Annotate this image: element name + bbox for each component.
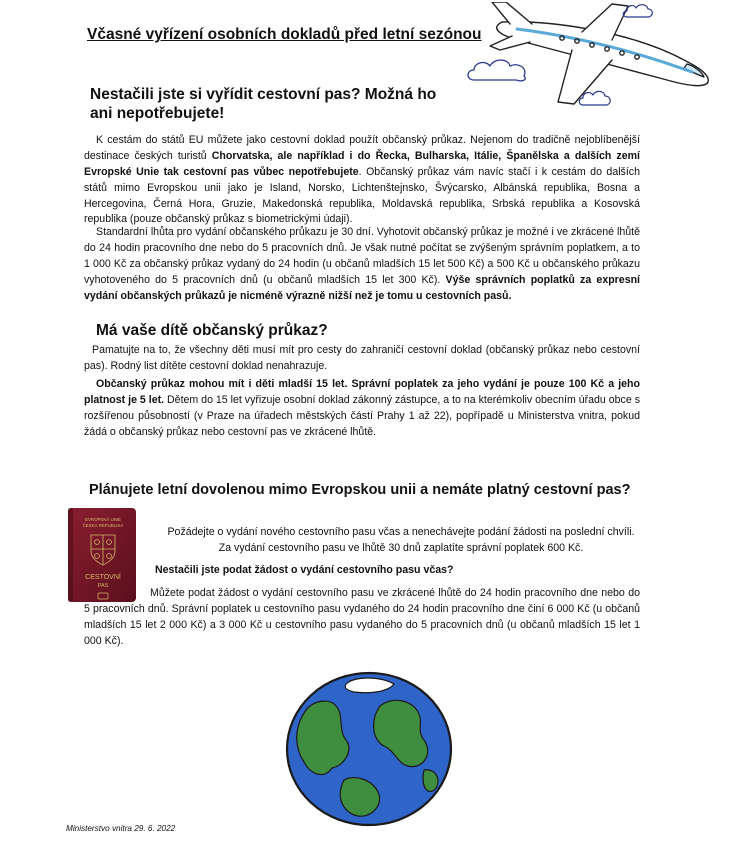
text-run: Pamatujte na to, že všechny děti musí mít pro cesty do zahraničí cestovní doklad (občanský průkaz nebo cestovní pas). Rodný list dítěte cestovní doklad nenahrazuje.: [84, 344, 640, 372]
text-run: K cestám do států EU můžete jako cestovní doklad použít občanský průkaz. Nejenom do tradičně nejoblíbenější destinace českých turistů: [84, 134, 640, 162]
text-run-bold: Občanský průkaz mohou mít i děti mladší 15 let. Správní poplatek za jeho vydání je pouze 100 Kč a jeho platnost je 5 let.: [84, 378, 640, 406]
passport-line2: ČESKÁ REPUBLIKA: [82, 523, 124, 528]
text-run: Dětem do 15 let vyřizuje osobní doklad zákonný zástupce, a to na kterémkoliv obecním úřadu obce s rozšířenou působností (v Praze na úřadech městských částí Prahy 1 až 22), popřípadě u Ministerstva vnitra, pokud žádá o občanský průkaz nebo cestovní pas ve zkrácené lhůtě.: [84, 393, 640, 438]
page-title: Včasné vyřízení osobních dokladů před letní sezónou: [87, 26, 482, 43]
paragraph-passport-apply: Požádejte o vydání nového cestovního pasu včas a nenechávejte podání žádosti na poslední chvíli. Za vydání cestovního pasu ve lhůtě 30 dnů zaplatíte správní poplatek 600 Kč.: [167, 526, 635, 554]
paragraph-child-documents: [84, 343, 640, 375]
paragraph-id-fees: [84, 225, 640, 304]
passport-line1: EVROPSKÁ UNIE: [85, 517, 121, 522]
text-run-bold: Chorvatska, ale například i do Řecka, Bulharska, Itálie, Španělska a dalších zemí Evropské Unie tak cestovní pas vůbec nepotřebujete: [84, 149, 640, 178]
section-heading-child-id: Má vaše dítě občanský průkaz?: [96, 322, 328, 339]
passport-word2: PAS: [97, 583, 109, 589]
cloud-icon: [622, 2, 654, 20]
text-run-bold: Výše správních poplatků za expresní vydání občanských průkazů je nicméně výrazně nižší než je tomu u cestovních pasů.: [84, 273, 640, 302]
globe-illustration: [284, 670, 454, 828]
paragraph-eu-travel: [84, 133, 640, 228]
subheading-late-application: Nestačili jste podat žádost o vydání cestovního pasu včas?: [155, 564, 454, 576]
section-heading-non-eu: Plánujete letní dovolenou mimo Evropskou unii a nemáte platný cestovní pas?: [89, 482, 631, 498]
footer-credit: Ministerstvo vnitra 29. 6. 2022: [66, 824, 176, 833]
cloud-icon: [578, 88, 612, 108]
cloud-icon: [466, 56, 530, 84]
paragraph-child-id-fees: [84, 377, 640, 441]
text-run: Standardní lhůta pro vydání občanského průkazu je 30 dní. Vyhotovit občanský průkaz je možné i ve zkrácené lhůtě do 24 hodin pracovního dne nebo do 5 pracovních dnů. Je však nutné počítat se zvýšeným správním poplatkem, a to 1 000 Kč za občanský průkaz vydaný do 24 hodin (u občanů mladších 15 let 500 Kč) a 500 Kč u občanského průkazu vyhotoveného do 5 pracovních dnů (u občanů mladších 15 let 300 Kč).: [84, 226, 640, 286]
text-run: . Občanský průkaz vám navíc stačí i k cestám do dalších států mimo Evropskou unii jako je Island, Norsko, Lichtenštejnsko, Švýcarsko, Albánská republika, Bosna a Hercegovina, Černá Hora, Gruzie, Makedonská republika, Moldavská republika, Srbská republika a Kosovská republika (pouze občanský průkaz s biometrickými údaji).: [84, 165, 640, 226]
section-heading-passport: Nestačili jste si vyřídit cestovní pas? Možná ho ani nepotřebujete!: [90, 86, 437, 122]
paragraph-passport-express: Můžete podat žádost o vydání cestovního pasu ve zkrácené lhůtě do 24 hodin pracovního dne nebo do 5 pracovních dnů. Správní poplatek u cestovního pasu vydaného do 24 hodin pracovního dne činí 6 000 Kč (u občanů mladších 15 let 2 000 Kč) a 3 000 Kč u cestovního pasu vydaného do 5 pracovních dnů (u občanů mladších 15 let 1 000 Kč).: [84, 587, 640, 647]
passport-word: CESTOVNÍ: [85, 574, 121, 581]
